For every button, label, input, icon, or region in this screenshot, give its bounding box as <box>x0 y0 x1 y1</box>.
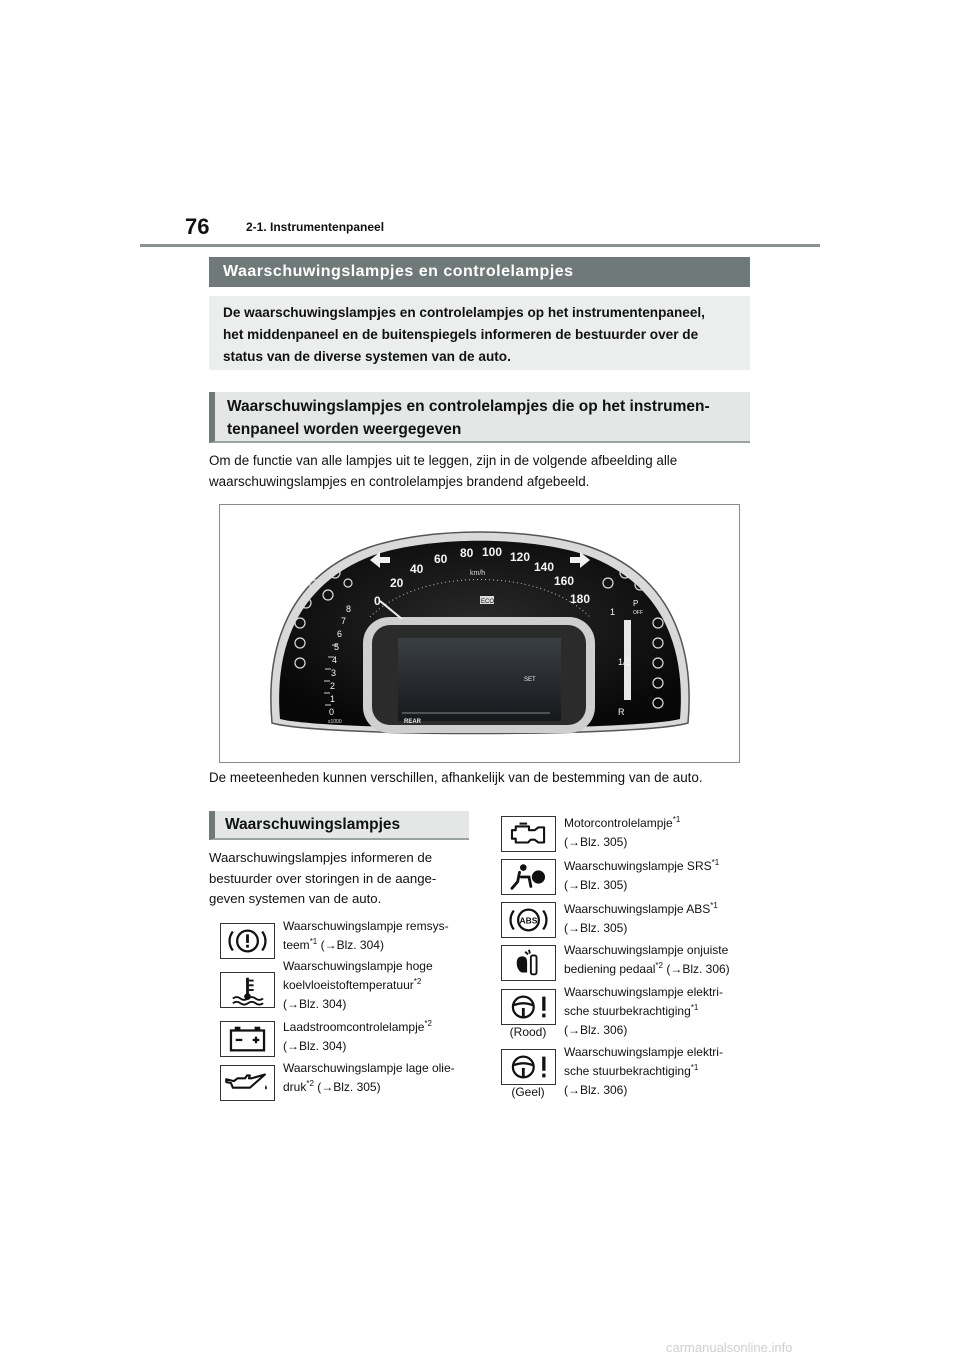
rpm-tick-label: 1 <box>330 694 336 704</box>
sub-heading-line: Waarschuwingslampjes en controlelampjes die op het instrumen- <box>227 398 710 415</box>
figure-intro-line: Om de functie van alle lampjes uit te leggen, zijn in de volgende afbeelding alle <box>209 453 678 468</box>
display-set-label: SET <box>524 677 536 683</box>
srs-airbag-description <box>564 857 719 895</box>
page-reference: (→Blz. 305) <box>313 1080 381 1094</box>
description-line <box>283 976 433 995</box>
intro-line: het middenpaneel en de buitenspiegels informeren de bestuurder over de <box>223 327 699 342</box>
cluster-figure <box>219 504 740 763</box>
description-text: bediening pedaal <box>564 962 656 976</box>
description-line <box>564 1002 723 1021</box>
footnote-marker: *1 <box>672 815 681 824</box>
section-title: 2-1. Instrumentenpaneel <box>246 220 385 234</box>
page-reference: (→Blz. 304) <box>317 938 384 952</box>
intro-line: status van de diverse systemen van de auto. <box>223 349 511 364</box>
rpm-tick-label: 5 <box>334 642 340 652</box>
speed-tick-label: 120 <box>510 550 531 564</box>
yellow-variant-caption: (Geel) <box>511 1085 545 1099</box>
display-rear-label: REAR <box>404 719 422 725</box>
footnote-marker: *2 <box>655 961 663 970</box>
battery-icon <box>220 1021 275 1057</box>
description-text: sche stuurbekrachtiging <box>564 1064 691 1078</box>
sub-heading-line: tenpaneel worden weergegeven <box>227 421 462 438</box>
steering-yellow-description <box>564 1043 723 1100</box>
speed-unit: km/h <box>470 570 486 577</box>
figure-caption: De meeteenheden kunnen verschillen, afhankelijk van de bestemming van de auto. <box>209 770 703 785</box>
description-line: Waarschuwingslampje elektri- <box>564 985 723 999</box>
page-reference: (→Blz. 304) <box>283 1039 347 1053</box>
description-line: Waarschuwingslampje elektri- <box>564 1045 723 1059</box>
steering-warning-red-icon <box>501 989 556 1025</box>
rpm-tick-label: 7 <box>341 616 347 626</box>
center-display <box>398 638 561 721</box>
parking-off-label: OFF <box>633 610 643 616</box>
description-text: Motorcontrolelampje <box>564 816 673 830</box>
speed-tick-label: 0 <box>374 594 381 608</box>
watermark: carmanualsonline.info <box>666 1340 793 1355</box>
speed-tick-label: 80 <box>460 546 474 560</box>
header-rule <box>140 244 820 247</box>
sub-heading <box>209 392 750 443</box>
description-text: Waarschuwingslampje ABS <box>564 902 711 916</box>
eco-label: ECO <box>481 599 495 605</box>
description-text: druk <box>283 1080 307 1094</box>
fuel-half-label: 1/2 <box>618 657 631 667</box>
intro-line: De waarschuwingslampjes en controlelampjes op het instrumentenpaneel, <box>223 305 705 320</box>
coolant-temperature-description <box>283 957 433 1014</box>
fuel-full-label: 1 <box>610 607 616 617</box>
rpm-unit-sub: r/min <box>328 725 337 730</box>
description-line: Waarschuwingslampje remsys- <box>283 919 449 933</box>
description-text: Laadstroomcontrolelampje <box>283 1020 425 1034</box>
warning-intro-line: bestuurder over storingen in de aange- <box>209 870 437 886</box>
rpm-tick-label: 0 <box>329 707 335 717</box>
engine-check-icon <box>501 816 556 852</box>
footnote-marker: *1 <box>710 901 718 910</box>
main-heading: Waarschuwingslampjes en controlelampjes <box>209 257 750 287</box>
steering-red-description <box>564 983 723 1040</box>
oil-pressure-description <box>283 1059 455 1097</box>
steering-warning-yellow-icon <box>501 1049 556 1085</box>
abs-description <box>564 900 718 938</box>
speed-tick-label: 180 <box>570 592 591 606</box>
abs-icon <box>501 902 556 938</box>
brake-warning-description <box>283 917 449 955</box>
engine-check-description <box>564 814 680 852</box>
description-line <box>564 900 718 919</box>
coolant-temperature-icon <box>220 972 275 1008</box>
speed-tick-label: 160 <box>554 574 575 588</box>
oil-pressure-icon <box>220 1065 275 1101</box>
description-line <box>564 857 719 876</box>
page-reference: (→Blz. 305) <box>564 835 628 849</box>
rpm-tick-label: 2 <box>330 681 336 691</box>
red-variant-caption: (Rood) <box>509 1025 547 1039</box>
instrument-cluster-illustration <box>220 505 739 762</box>
speed-tick-label: 100 <box>482 545 503 559</box>
footnote-marker: *1 <box>711 858 720 867</box>
warning-intro-line: Waarschuwingslampjes informeren de <box>209 850 433 865</box>
rpm-tick-label: 6 <box>337 629 343 639</box>
speed-tick-label: 20 <box>390 576 404 590</box>
page-reference: (→Blz. 306) <box>662 962 730 976</box>
description-text: koelvloeistoftemperatuur <box>283 978 414 992</box>
rpm-tick-label: 4 <box>332 655 338 665</box>
page-number: 76 <box>185 214 210 239</box>
footnote-marker: *2 <box>413 977 422 986</box>
rpm-tick-label: 3 <box>331 668 337 678</box>
warning-lights-heading: Waarschuwingslampjes <box>209 811 469 840</box>
footnote-marker: *2 <box>424 1019 432 1028</box>
page-reference: (→Blz. 306) <box>564 1083 628 1097</box>
description-line: Waarschuwingslampje hoge <box>283 959 433 973</box>
footnote-marker: *2 <box>306 1079 314 1088</box>
footnote-marker: *1 <box>690 1063 699 1072</box>
speed-tick-label: 40 <box>410 562 424 576</box>
description-line <box>564 960 730 979</box>
description-line <box>564 814 680 833</box>
description-line: Waarschuwingslampje onjuiste <box>564 943 729 957</box>
intro-box <box>209 296 750 370</box>
description-text: sche stuurbekrachtiging <box>564 1004 691 1018</box>
figure-intro <box>209 450 677 492</box>
speed-tick-label: 60 <box>434 552 448 566</box>
rpm-unit: x1000 <box>328 719 342 725</box>
description-text: Waarschuwingslampje SRS <box>564 859 712 873</box>
description-line: Waarschuwingslampje lage olie- <box>283 1061 455 1075</box>
page-reference: (→Blz. 305) <box>564 921 628 935</box>
description-line <box>283 1078 455 1097</box>
warning-intro <box>209 848 436 910</box>
battery-description <box>283 1018 432 1056</box>
fuel-empty-label: R <box>618 707 625 717</box>
rpm-tick-label: 8 <box>346 604 352 614</box>
pedal-misoperation-icon <box>501 945 556 981</box>
speed-tick-label: 140 <box>534 560 555 574</box>
page-reference: (→Blz. 304) <box>283 997 347 1011</box>
svg-text:ABS: ABS <box>519 915 538 926</box>
page-reference: (→Blz. 306) <box>564 1023 628 1037</box>
description-line <box>283 1018 432 1037</box>
brake-warning-icon <box>220 923 275 959</box>
pedal-misoperation-description <box>564 941 730 979</box>
description-line <box>564 1062 723 1081</box>
page-reference: (→Blz. 305) <box>564 878 628 892</box>
footnote-marker: *1 <box>690 1003 699 1012</box>
warning-intro-line: geven systemen van de auto. <box>209 891 382 906</box>
figure-intro-line: waarschuwingslampjes en controlelampjes brandend afgebeeld. <box>209 474 590 489</box>
footnote-marker: *1 <box>309 937 318 946</box>
description-text: teem <box>283 938 310 952</box>
description-line <box>283 936 449 955</box>
srs-airbag-icon <box>501 859 556 895</box>
parking-off-icon: P <box>633 599 639 608</box>
